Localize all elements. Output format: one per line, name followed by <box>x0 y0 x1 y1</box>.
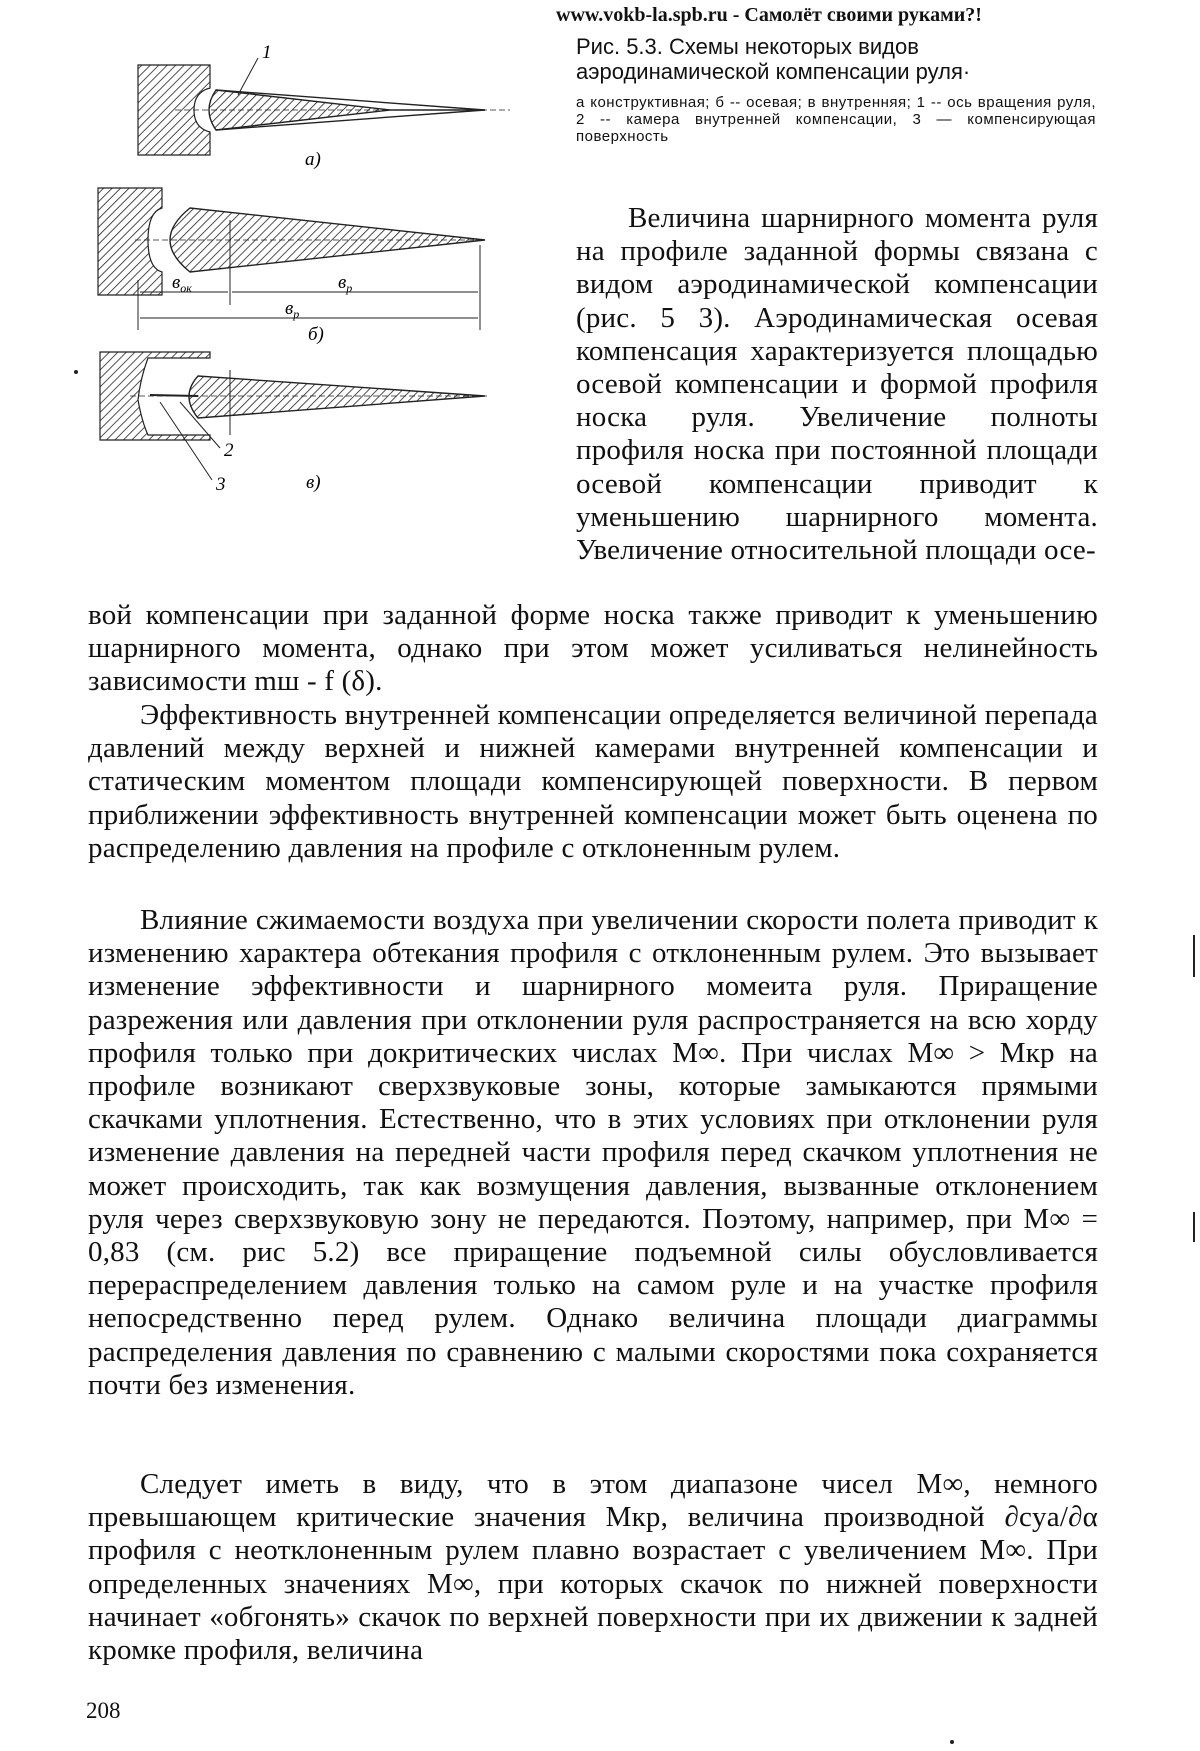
callout-2: 2 <box>224 440 234 461</box>
figure-5-3 <box>90 40 550 560</box>
scan-speck <box>950 1740 954 1744</box>
page-number: 208 <box>86 1698 121 1723</box>
paragraph-4: Следует иметь в виду, что в этом диапазоне чисел M∞, немного превышающем критические значения Mкр, величина производной ∂cya/∂α профиля с неотклоненным рулем плавно возрастает с увеличением M∞. При определенных значениях M∞, при которых скачок по нижней поверхности начинает «обгонять» скачок по верхней поверхности при их движении к задней кромке профиля, величина <box>88 1468 1098 1667</box>
margin-mark <box>1193 1212 1195 1242</box>
wing-section-b <box>98 188 162 295</box>
paragraph-2: Эффективность внутренней компенсации определяется величиной перепада давлений между верхней и нижней камерами внутренней компенсации и статическим моментом площади компенсирующей поверхности. В первом приближении эффективность внутренней компенсации может быть оценена по распределению давления на профиле с отклоненным рулем. <box>88 699 1098 864</box>
scheme-a <box>138 42 510 170</box>
scan-speck <box>74 370 78 374</box>
site-header: www.vokb-la.spb.ru - Самолёт своими руками?! <box>556 4 982 26</box>
figure-caption <box>576 34 1096 145</box>
rudder-c <box>189 376 485 418</box>
callout-1: 1 <box>262 42 272 63</box>
label-c: в) <box>306 472 321 493</box>
caption-title: Рис. 5.3. Схемы некоторых видов аэродинамической компенсации руля· <box>576 34 971 84</box>
wing-section-a <box>138 65 210 155</box>
dim-br-label: $в_р$ <box>285 298 300 321</box>
label-a: а) <box>305 149 321 170</box>
caption-legend: а конструктивная; б -- осевая; в внутренняя; 1 -- ось вращения руля, 2 -- камера внутренней компенсации, 3 — компенсирующая поверхность <box>576 94 1096 145</box>
scheme-c <box>100 352 490 495</box>
dim-bok-label: $в_{ок}$ <box>172 272 192 295</box>
paragraph-1-continued: вой компенсации при заданной форме носка также приводит к уменьшению шарнирного момента, однако при этом может усиливаться нелинейность зависимости mш - f (δ). <box>88 599 1098 698</box>
paragraph-1: Величина шарнирного момента руля на профиле заданной формы связана с видом аэродинамической компенсации (рис. 5 3). Аэродинамическая осевая компенсация характеризуется площадью осевой компенсации и формой профиля носка руля. Увеличение полноты профиля носка при постоянной площади осевой компенсации приводит к уменьшению шарнирного момента. Увеличение относительной площади осе- <box>576 202 1098 567</box>
callout-3: 3 <box>216 474 226 495</box>
scheme-b <box>98 188 485 345</box>
label-b: б) <box>308 324 324 345</box>
figure-svg <box>90 40 550 560</box>
dim-brprime-label: $в_р$ <box>338 272 353 295</box>
callout-1-line <box>238 58 258 95</box>
margin-mark <box>1193 935 1195 977</box>
paragraph-3: Влияние сжимаемости воздуха при увеличении скорости полета приводит к изменению характера обтекания профиля с отклоненным рулем. Это вызывает изменение эффективности и шарнирного момеита руля. Приращение разрежения или давления при отклонении руля распространяется на всю хорду профиля только при докритических числах M∞. При числах M∞ > Mкр на профиле возникают сверхзвуковые зоны, которые замыкаются прямыми скачками уплотнения. Естественно, что в этих условиях при отклонении руля изменение давления на передней части профиля перед скачком уплотнения не может происходить, так как возмущения давления, вызванные отклонением руля через сверхзвуковую зону не передаются. Поэтому, например, при M∞ = 0,83 (см. рис 5.2) все приращение подъемной силы обусловливается перераспределением давления только на самом руле и на участке профиля непосредственно перед рулем. Однако величина площади диаграммы распределения давления по сравнению с малыми скоростями пока сохраняется почти без изменения. <box>88 904 1098 1401</box>
